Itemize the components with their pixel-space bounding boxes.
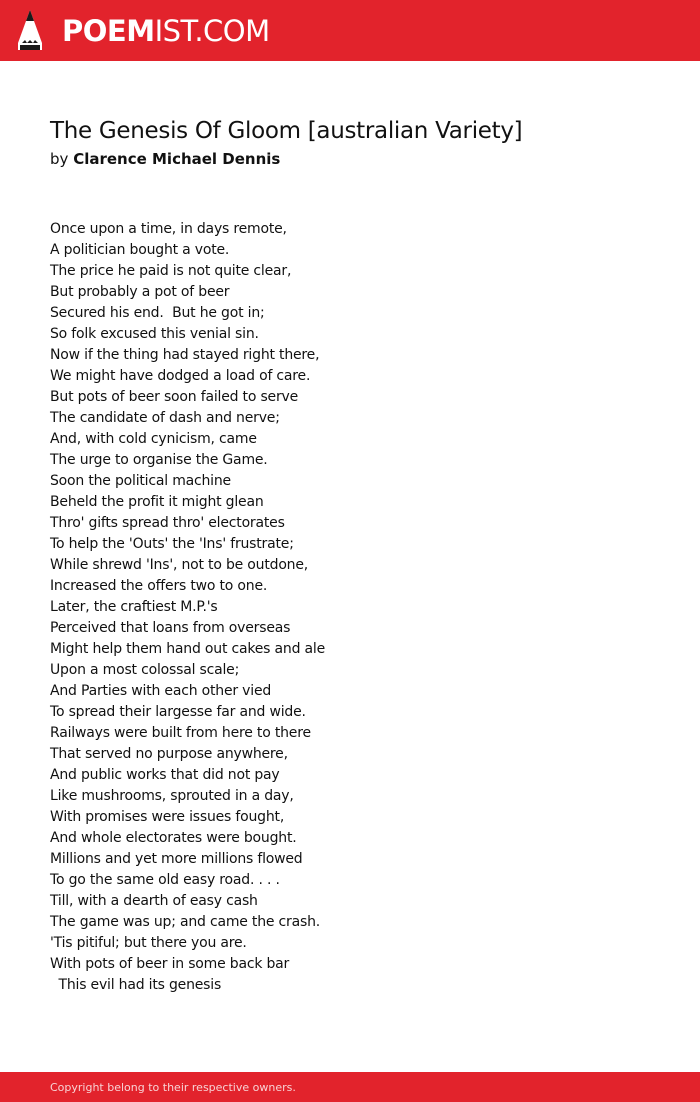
poem-line: Beheld the profit it might glean — [50, 494, 264, 510]
poem-body — [50, 219, 650, 996]
poem-line: To go the same old easy road. . . . — [50, 872, 280, 888]
poem-line: And Parties with each other vied — [50, 683, 272, 699]
by-label: by — [50, 150, 69, 168]
poem-line: That served no purpose anywhere, — [50, 746, 288, 762]
poem-line: With promises were issues fought, — [50, 809, 285, 825]
poem-line: Soon the political machine — [50, 473, 231, 489]
poem-line: And whole electorates were bought. — [50, 830, 297, 846]
poem-line: Might help them hand out cakes and ale — [50, 641, 325, 657]
poem-line: Millions and yet more millions flowed — [50, 851, 303, 867]
poem-line: But pots of beer soon failed to serve — [50, 389, 299, 405]
poem-line: Railways were built from here to there — [50, 725, 311, 741]
poem-line: Upon a most colossal scale; — [50, 662, 240, 678]
poem-author: Clarence Michael Dennis — [73, 150, 281, 168]
poem-line: Later, the craftiest M.P.'s — [50, 599, 218, 615]
poem-line: 'Tis pitiful; but there you are. — [50, 935, 247, 951]
poem-line: Now if the thing had stayed right there, — [50, 347, 320, 363]
poem-line: While shrewd 'Ins', not to be outdone, — [50, 557, 309, 573]
poem-line: The price he paid is not quite clear, — [50, 263, 292, 279]
poem-line: Once upon a time, in days remote, — [50, 221, 287, 237]
poem-line: This evil had its genesis — [50, 977, 222, 993]
site-header — [0, 0, 700, 61]
poem-line: Till, with a dearth of easy cash — [50, 893, 258, 909]
copyright-text: Copyright belong to their respective owners. — [50, 1081, 296, 1094]
poem-line: Secured his end. But he got in; — [50, 305, 265, 321]
poem-line: To help the 'Outs' the 'Ins' frustrate; — [50, 536, 294, 552]
poem-byline — [50, 148, 280, 170]
poem-line: The candidate of dash and nerve; — [50, 410, 280, 426]
site-logo[interactable] — [62, 12, 270, 50]
poem-line: Perceived that loans from overseas — [50, 620, 291, 636]
poem-line: To spread their largesse far and wide. — [50, 704, 306, 720]
poem-line: We might have dodged a load of care. — [50, 368, 311, 384]
poem-line: But probably a pot of beer — [50, 284, 230, 300]
poem-line: The game was up; and came the crash. — [50, 914, 320, 930]
logo-text-strong: POEM — [62, 14, 155, 48]
poem-title: The Genesis Of Gloom [australian Variety] — [50, 118, 523, 144]
logo-text-light: IST.COM — [154, 14, 270, 48]
poem-line: And, with cold cynicism, came — [50, 431, 257, 447]
poem-line: Thro' gifts spread thro' electorates — [50, 515, 285, 531]
poem-line: The urge to organise the Game. — [50, 452, 268, 468]
poem-line: So folk excused this venial sin. — [50, 326, 259, 342]
poem-line: And public works that did not pay — [50, 767, 280, 783]
poem-line: Increased the offers two to one. — [50, 578, 268, 594]
poem-line: Like mushrooms, sprouted in a day, — [50, 788, 294, 804]
pencil-tip-icon[interactable] — [17, 9, 43, 51]
poem-line: With pots of beer in some back bar — [50, 956, 290, 972]
poem-line: A politician bought a vote. — [50, 242, 230, 258]
site-footer — [0, 1072, 700, 1102]
